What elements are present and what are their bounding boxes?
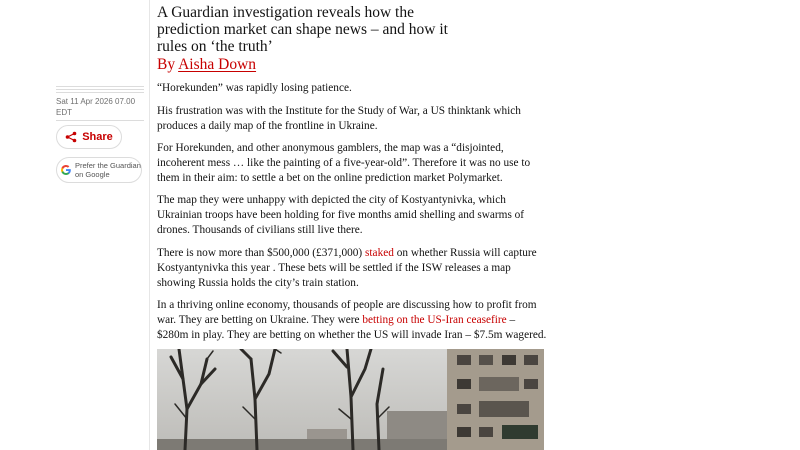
article-paragraph-5 bbox=[157, 246, 549, 291]
google-label-line1: Prefer the Guardian bbox=[75, 161, 141, 170]
staked-link[interactable]: staked bbox=[365, 247, 394, 259]
article-meta-sidebar bbox=[56, 0, 144, 450]
article-paragraph-6 bbox=[157, 298, 549, 343]
paragraph-6-text-a: In a thriving online economy, thousands of people are discussing how to profit from war. They are betting on Ukraine. They were bbox=[157, 299, 537, 326]
article-paragraph-2: His frustration was with the Institute for the Study of War, a US thinktank which produces a daily map of the frontline in Ukraine. bbox=[157, 105, 521, 132]
paragraph-5-text-a: There is now more than $500,000 (£371,000) bbox=[157, 247, 366, 259]
column-divider bbox=[149, 0, 150, 450]
us-iran-ceasefire-link[interactable]: betting on the US-Iran ceasefire bbox=[362, 314, 507, 326]
prefer-guardian-on-google-button[interactable] bbox=[56, 157, 142, 183]
byline-prefix: By bbox=[157, 56, 179, 73]
article-paragraph-4: The map they were unhappy with depicted the city of Kostyantynivka, which Ukrainian troops have been holding for five months amid shelling and swarms of drones. Thousands of civilians still live there. bbox=[157, 194, 525, 236]
share-icon bbox=[65, 131, 77, 143]
article-paragraph-3: For Horekunden, and other anonymous gamblers, the map was a “disjointed, incoherent mess … like the painting of a five-year-old”. Therefore it was no use to them in their aim: to settle a bet on the online prediction market Polymarket. bbox=[157, 142, 531, 184]
article-headline: A Guardian investigation reveals how the prediction market can shape news – and how it rules on ‘the truth’ bbox=[157, 4, 448, 55]
google-label-line2: on Google bbox=[75, 170, 110, 179]
byline bbox=[157, 56, 256, 73]
dateline-divider bbox=[56, 120, 144, 121]
share-button[interactable] bbox=[56, 125, 122, 149]
google-g-icon bbox=[61, 165, 71, 175]
article-paragraph-1: “Horekunden” was rapidly losing patience. bbox=[157, 82, 352, 94]
google-button-label bbox=[75, 161, 141, 179]
dateline: Sat 11 Apr 2026 07.00 EDT bbox=[56, 97, 136, 117]
share-label: Share bbox=[82, 131, 113, 143]
paragraph-6-text-b: – $280m in play. They are betting on whether the US will invade Iran – $7.5m wagered. bbox=[157, 314, 547, 341]
meta-rule bbox=[56, 86, 144, 94]
paragraph-5-text-b: on whether Russia will capture Kostyantynivka this year . These bets will be settled if the ISW releases a map showing Russia holds the city’s train station. bbox=[157, 247, 537, 289]
byline-author-link[interactable]: Aisha Down bbox=[178, 56, 257, 73]
article-photo bbox=[157, 349, 544, 450]
war-damaged-street-photo bbox=[157, 349, 544, 450]
